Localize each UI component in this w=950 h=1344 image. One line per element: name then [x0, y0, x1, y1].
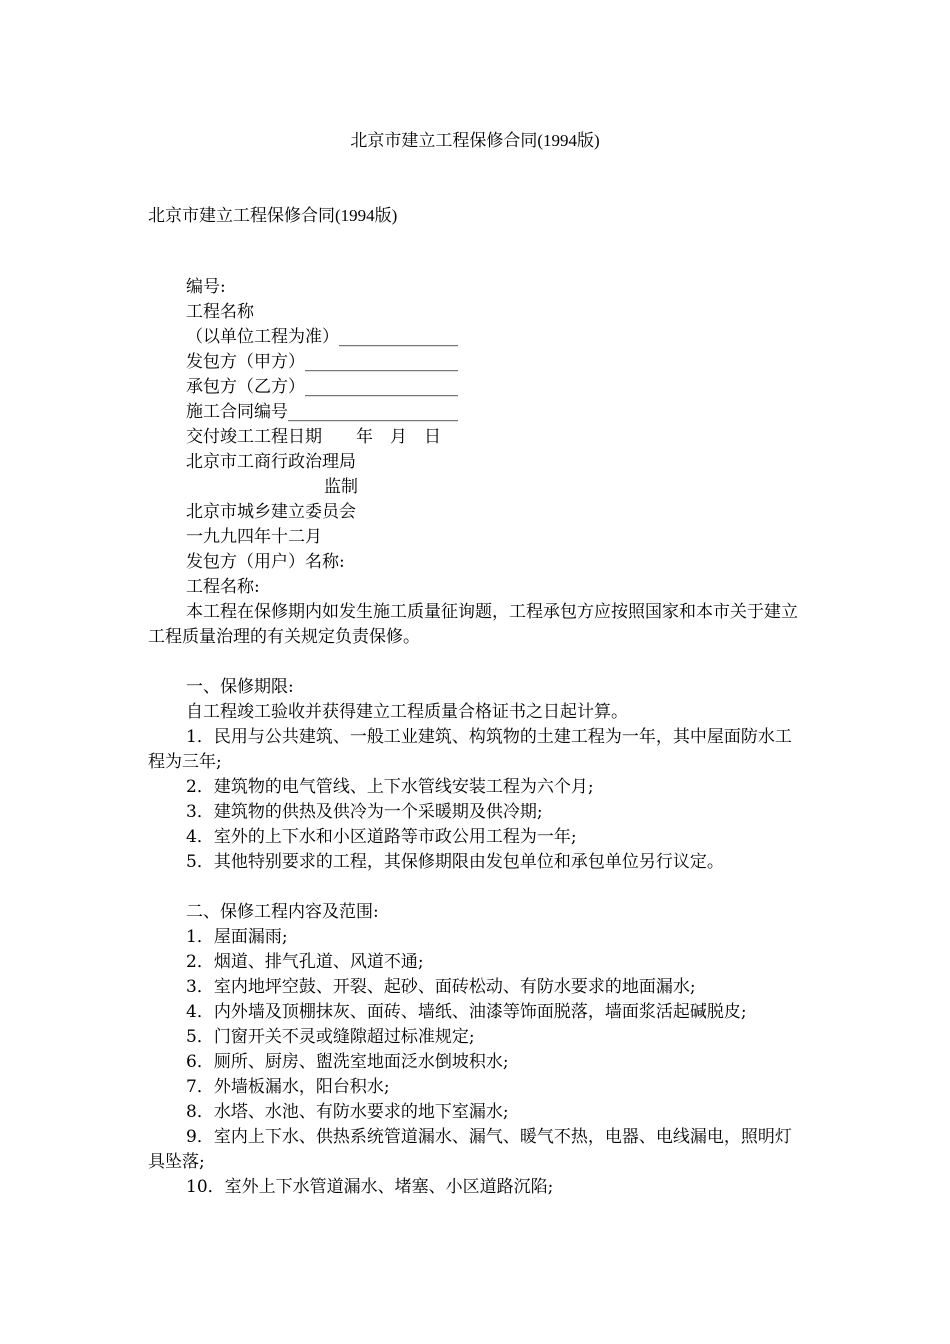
spacer [148, 650, 803, 675]
section1-lead: 自工程竣工验收并获得建立工程质量合格证书之日起计算。 [186, 702, 628, 722]
section1-heading: 一、保修期限: [186, 677, 294, 697]
section2-item: 2．烟道、排气孔道、风道不通; [186, 952, 424, 972]
section1-item: 4．室外的上下水和小区道路等市政公用工程为一年; [186, 827, 577, 847]
party-a-line: 发包方（甲方）__________________ [186, 352, 458, 372]
party-b-line: 承包方（乙方）__________________ [186, 377, 458, 397]
section1-item: 5．其他特别要求的工程，其保修期限由发包单位和承包单位另行议定。 [186, 852, 724, 872]
section1-item: 2．建筑物的电气管线、上下水管线安装工程为六个月; [186, 777, 594, 797]
client-name-line: 发包方（用户）名称: [186, 552, 345, 572]
project-name-note-line: （以单位工程为准）______________ [186, 327, 458, 347]
section2-item: 1．屋面漏雨; [186, 927, 288, 947]
intro-paragraph: 本工程在保修期内如发生施工质量征询题，工程承包方应按照国家和本市关于建立工程质量治理的有关规定负责保修。 [148, 602, 798, 647]
contract-number-line: 编号: [186, 277, 226, 297]
section2-item: 10．室外上下水管道漏水、堵塞、小区道路沉陷; [186, 1177, 554, 1197]
section1-item: 3．建筑物的供热及供冷为一个采暖期及供冷期; [186, 802, 543, 822]
project-label-line: 工程名称: [186, 577, 260, 597]
supervise-line: 监制 [324, 477, 358, 497]
section2-item: 8．水塔、水池、有防水要求的地下室漏水; [186, 1102, 509, 1122]
issue-date-line: 一九九四年十二月 [186, 527, 322, 547]
section2-heading: 二、保修工程内容及范围: [186, 902, 379, 922]
delivery-date-line: 交付竣工工程日期 年 月 日 [186, 427, 441, 447]
document-subtitle: 北京市建立工程保修合同(1994版) [148, 206, 398, 225]
authority-construction-line: 北京市城乡建立委员会 [186, 502, 356, 522]
section2-item: 4．内外墙及顶棚抹灰、面砖、墙纸、油漆等饰面脱落，墙面浆活起碱脱皮; [186, 1002, 747, 1022]
section2-item: 7．外墙板漏水，阳台积水; [186, 1077, 390, 1097]
section2-item: 6．厕所、厨房、盥洗室地面泛水倒坡积水; [186, 1052, 509, 1072]
spacer [148, 875, 803, 900]
construction-contract-number-line: 施工合同编号____________________ [186, 402, 458, 422]
project-name-line: 工程名称 [186, 302, 254, 322]
document-title: 北京市建立工程保修合同(1994版) [350, 131, 600, 150]
document-body [148, 275, 803, 1200]
section2-item: 3．室内地坪空鼓、开裂、起砂、面砖松动、有防水要求的地面漏水; [186, 977, 696, 997]
authority-commerce-line: 北京市工商行政治理局 [186, 452, 356, 472]
section2-item: 5．门窗开关不灵或缝隙超过标准规定; [186, 1027, 475, 1047]
section1-item: 1．民用与公共建筑、一般工业建筑、构筑物的土建工程为一年，其中屋面防水工程为三年; [148, 727, 792, 772]
section2-item: 9．室内上下水、供热系统管道漏水、漏气、暖气不热，电器、电线漏电，照明灯具坠落; [148, 1127, 792, 1172]
